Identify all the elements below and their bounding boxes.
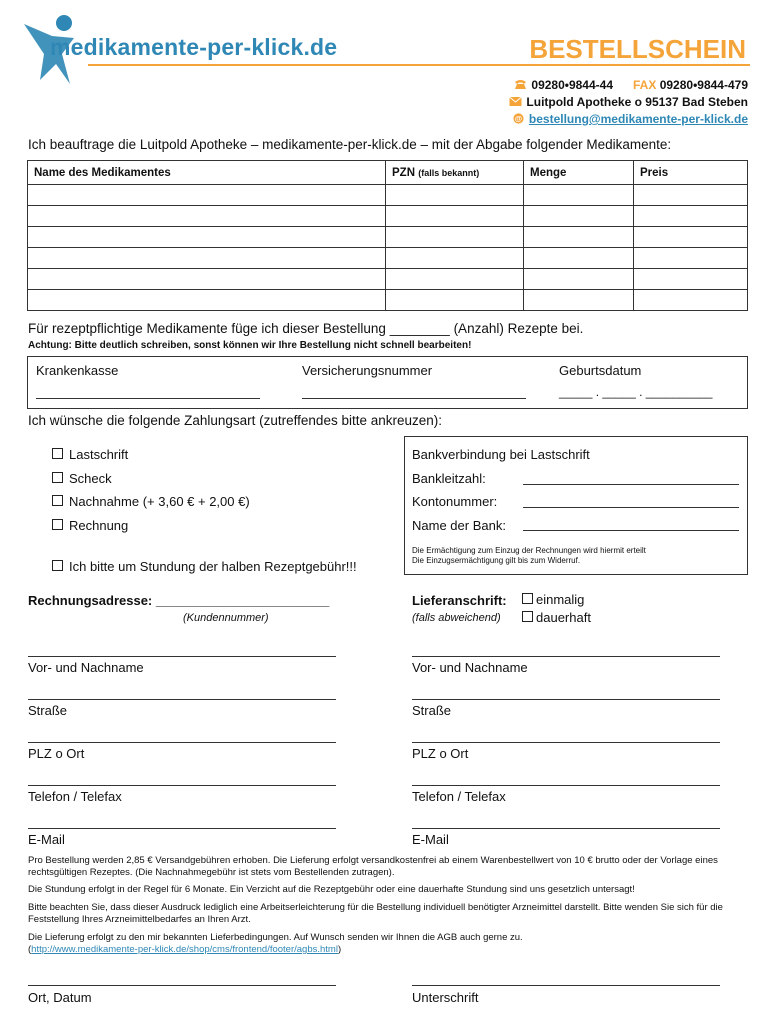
payment-option-label: Lastschrift xyxy=(69,447,129,462)
geburtsdatum-label: Geburtsdatum xyxy=(559,363,642,378)
mail-envelope-icon xyxy=(509,96,522,107)
versicherungsnummer-label: Versicherungsnummer xyxy=(302,363,433,378)
krankenkasse-input-line[interactable] xyxy=(36,398,260,399)
col-menge-header: Menge xyxy=(524,161,634,185)
fax-label: FAX xyxy=(633,78,657,92)
table-cell[interactable] xyxy=(634,227,748,248)
phone-number: 09280•9844-44 xyxy=(531,78,613,92)
table-cell[interactable] xyxy=(28,269,386,290)
disclaimer-note: Bitte beachten Sie, dass dieser Ausdruck lediglich eine Arbeitserleichterung für die Bestellung individuell benötigter Arzneimittel darstellt. Bitte wenden Sie sich für die Feststellung Ihres Arzneimittelbedarfes an Ihren Arzt. xyxy=(28,902,723,925)
table-cell[interactable] xyxy=(524,290,634,311)
delivery-zip-label: PLZ o Ort xyxy=(412,746,469,761)
prescription-text-after: (Anzahl) Rezepte bei. xyxy=(453,321,584,336)
table-row[interactable] xyxy=(28,269,748,290)
medication-table xyxy=(27,160,748,311)
table-row[interactable] xyxy=(28,290,748,311)
terms-link-close: ) xyxy=(337,944,342,955)
terms-link[interactable]: http://www.medikamente-per-klick.de/shop/cms/frontend/footer/agbs.html xyxy=(31,944,338,955)
checkbox[interactable] xyxy=(52,519,63,530)
email-link[interactable]: bestellung@medikamente-per-klick.de xyxy=(528,112,748,126)
at-sign-icon xyxy=(512,113,525,124)
contact-phone-fax xyxy=(514,78,748,92)
table-header-row xyxy=(28,161,748,185)
payment-option-rechnung[interactable] xyxy=(52,518,128,533)
terms-note: Die Lieferung erfolgt zu den mir bekannten Lieferbedingungen. Auf Wunsch senden wir Ihnen die AGB auch gerne zu. xyxy=(28,932,523,943)
table-cell[interactable] xyxy=(386,227,524,248)
delivery-phone-label: Telefon / Telefax xyxy=(412,789,506,804)
table-cell[interactable] xyxy=(28,206,386,227)
table-cell[interactable] xyxy=(386,269,524,290)
col-name-header: Name des Medikamentes xyxy=(28,161,386,185)
delivery-once-label: einmalig xyxy=(536,592,585,607)
billing-zip-label: PLZ o Ort xyxy=(28,746,85,761)
table-cell[interactable] xyxy=(386,185,524,206)
billing-street-label: Straße xyxy=(28,703,68,718)
payment-option-label: Nachnahme (+ 3,60 € + 2,00 €) xyxy=(69,494,250,509)
customer-number-blank[interactable]: ________________________ xyxy=(155,593,330,608)
table-row[interactable] xyxy=(28,185,748,206)
terms-link-open: ( xyxy=(28,944,32,955)
table-cell[interactable] xyxy=(634,206,748,227)
delivery-permanent-label: dauerhaft xyxy=(536,610,591,625)
payment-option-lastschrift[interactable] xyxy=(52,447,128,462)
payment-option-nachnahme[interactable] xyxy=(52,494,250,509)
address-text: Luitpold Apotheke o 95137 Bad Steben xyxy=(526,95,748,109)
table-row[interactable] xyxy=(28,248,748,269)
delivery-phone-line[interactable] xyxy=(412,785,720,786)
table-cell[interactable] xyxy=(524,185,634,206)
col-pzn-header xyxy=(386,161,524,185)
intro-text: Ich beauftrage die Luitpold Apotheke – medikamente-per-klick.de – mit der Abgabe folgender Medikamente: xyxy=(28,137,672,152)
fax-number: 09280•9844-479 xyxy=(659,78,748,92)
billing-street-line[interactable] xyxy=(28,699,336,700)
table-cell[interactable] xyxy=(386,206,524,227)
payment-option-scheck[interactable] xyxy=(52,471,112,486)
payment-option-label: Scheck xyxy=(69,471,112,486)
legibility-warning: Achtung: Bitte deutlich schreiben, sonst können wir Ihre Bestellung nicht schnell bearbeiten! xyxy=(28,340,472,351)
delivery-street-line[interactable] xyxy=(412,699,720,700)
delivery-name-label: Vor- und Nachname xyxy=(412,660,528,675)
prescription-line xyxy=(28,321,583,336)
bank-heading: Bankverbindung bei Lastschrift xyxy=(412,447,590,462)
phone-icon xyxy=(514,79,527,90)
contact-address xyxy=(509,95,748,109)
page-title: BESTELLSCHEIN xyxy=(529,34,746,64)
table-cell[interactable] xyxy=(524,248,634,269)
shipping-note: Pro Bestellung werden 2,85 € Versandgebühren erhoben. Die Lieferung erfolgt versandkostenfrei ab einem Warenbestellwert von 10 € brutto oder der Vorlage eines rechtsgültigen Rezeptes. (Die Nachnahmegebühr ist stets vom Bestellenden zutragen). xyxy=(28,855,718,878)
col-pzn-label: PZN xyxy=(392,166,415,179)
billing-address-label: Rechnungsadresse: xyxy=(28,593,153,608)
table-cell[interactable] xyxy=(634,248,748,269)
bankleitzahl-label: Bankleitzahl: xyxy=(412,471,486,486)
contact-email xyxy=(512,112,748,126)
svg-text:@: @ xyxy=(514,114,523,124)
checkbox[interactable] xyxy=(52,495,63,506)
checkbox[interactable] xyxy=(52,472,63,483)
table-cell[interactable] xyxy=(28,290,386,311)
checkbox[interactable] xyxy=(52,560,63,571)
table-cell[interactable] xyxy=(28,185,386,206)
customer-number-caption: (Kundennummer) xyxy=(183,612,269,624)
deferral-note: Die Stundung erfolgt in der Regel für 6 Monate. Ein Verzicht auf die Rezeptgebühr oder eine dauerhafte Stundung sind uns gesetzlich untersagt! xyxy=(28,884,635,895)
table-cell[interactable] xyxy=(386,248,524,269)
kontonummer-input-line[interactable] xyxy=(523,507,739,508)
prescription-count-blank[interactable]: ________ xyxy=(389,321,450,336)
prescription-text-before: Für rezeptpflichtige Medikamente füge ich dieser Bestellung xyxy=(28,321,386,336)
delivery-street-label: Straße xyxy=(412,703,452,718)
billing-address-row xyxy=(28,593,329,608)
table-cell[interactable] xyxy=(524,206,634,227)
krankenkasse-label: Krankenkasse xyxy=(36,363,119,378)
place-date-label: Ort, Datum xyxy=(28,990,92,1005)
bank-name-input-line[interactable] xyxy=(523,530,739,531)
deferral-label: Ich bitte um Stundung der halben Rezeptgebühr!!! xyxy=(69,559,357,574)
delivery-permanent-option[interactable] xyxy=(522,610,591,625)
delivery-address-label: Lieferanschrift: xyxy=(412,593,507,608)
payment-option-label: Rechnung xyxy=(69,518,129,533)
authorization-note-2: Die Einzugsermächtigung gilt bis zum Widerruf. xyxy=(412,556,581,565)
billing-zip-line[interactable] xyxy=(28,742,336,743)
table-row[interactable] xyxy=(28,227,748,248)
table-cell[interactable] xyxy=(386,290,524,311)
bank-name-label: Name der Bank: xyxy=(412,518,506,533)
table-cell[interactable] xyxy=(634,185,748,206)
signature-label: Unterschrift xyxy=(412,990,479,1005)
deferral-option[interactable] xyxy=(52,559,357,574)
place-date-line[interactable] xyxy=(28,985,336,986)
bankleitzahl-input-line[interactable] xyxy=(523,484,739,485)
delivery-once-option[interactable] xyxy=(522,592,584,607)
billing-name-line[interactable] xyxy=(28,656,336,657)
kontonummer-label: Kontonummer: xyxy=(412,494,498,509)
checkbox[interactable] xyxy=(522,593,533,604)
billing-phone-label: Telefon / Telefax xyxy=(28,789,122,804)
billing-email-line[interactable] xyxy=(28,828,336,829)
table-cell[interactable] xyxy=(524,269,634,290)
delivery-email-label: E-Mail xyxy=(412,832,449,847)
delivery-name-line[interactable] xyxy=(412,656,720,657)
table-cell[interactable] xyxy=(28,248,386,269)
signature-line[interactable] xyxy=(412,985,720,986)
table-cell[interactable] xyxy=(524,227,634,248)
brand-logo-text: medikamente-per-klick.de xyxy=(50,34,338,60)
payment-heading: Ich wünsche die folgende Zahlungsart (zutreffendes bitte ankreuzen): xyxy=(28,413,443,428)
table-cell[interactable] xyxy=(634,269,748,290)
checkbox[interactable] xyxy=(522,611,533,622)
col-preis-header: Preis xyxy=(634,161,748,185)
geburtsdatum-input[interactable]: _____ . _____ . __________ xyxy=(559,385,713,399)
billing-email-label: E-Mail xyxy=(28,832,65,847)
table-cell[interactable] xyxy=(28,227,386,248)
authorization-note-1: Die Ermächtigung zum Einzug der Rechnungen wird hiermit erteilt xyxy=(412,546,646,555)
billing-phone-line[interactable] xyxy=(28,785,336,786)
delivery-address-note: (falls abweichend) xyxy=(412,612,501,624)
checkbox[interactable] xyxy=(52,448,63,459)
delivery-zip-line[interactable] xyxy=(412,742,720,743)
billing-name-label: Vor- und Nachname xyxy=(28,660,144,675)
versicherungsnummer-input-line[interactable] xyxy=(302,398,526,399)
table-cell[interactable] xyxy=(634,290,748,311)
delivery-email-line[interactable] xyxy=(412,828,720,829)
col-pzn-note: (falls bekannt) xyxy=(418,167,480,178)
terms-link-row xyxy=(28,944,748,956)
table-row[interactable] xyxy=(28,206,748,227)
